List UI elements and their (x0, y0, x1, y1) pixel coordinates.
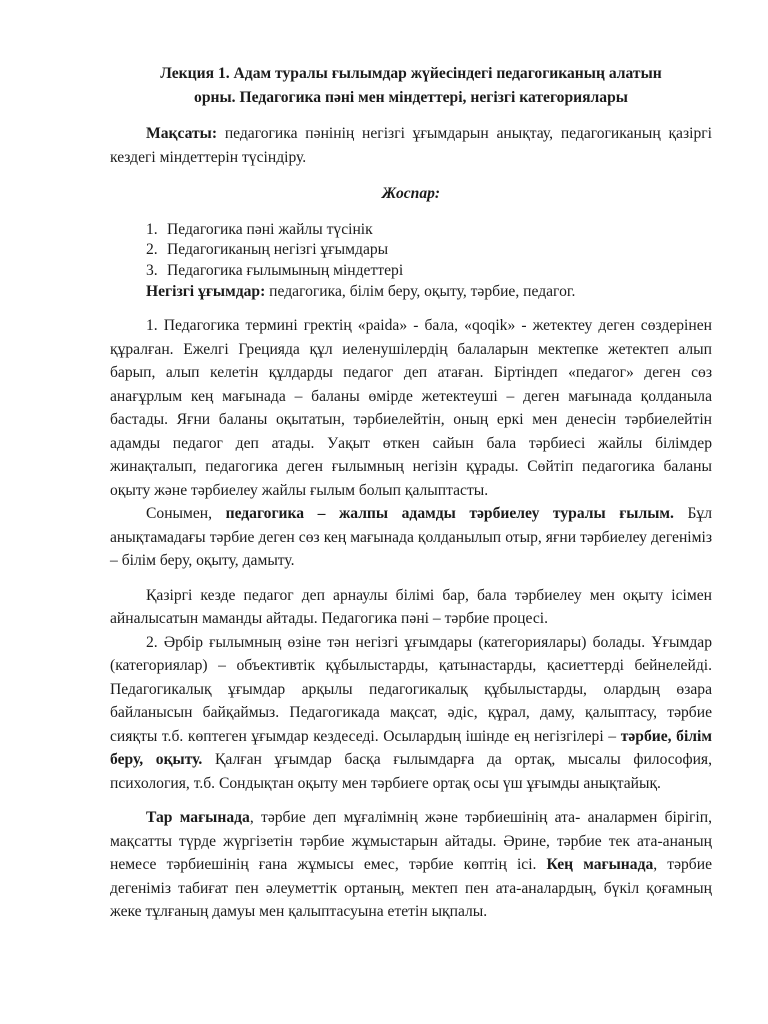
key-concepts-label: Негізгі ұғымдар: (146, 283, 266, 300)
paragraph-2-start: Сонымен, (146, 505, 226, 522)
plan-list (110, 220, 712, 282)
plan-heading: Жоспар: (381, 185, 441, 202)
paragraph-5-bold-2: Кең мағынада (546, 856, 654, 873)
plan-item-text: Педагогика пәні жайлы түсінік (167, 220, 373, 238)
paragraph-4-bold: тәрбие, білім беру, оқыту. (110, 727, 712, 768)
plan-item-number: 2. (146, 241, 158, 258)
paragraph-1: 1. Педагогика термині гректің «paida» - бала, «qoqik» - жетектеу деген сөздерінен құралған. Ежелгі Грецияда құл иеленушілердің балаларын мектепке жетектеп алып барып, алып келетін құлдарды педагог деп атаған. Біртіндеп «педагог» деген сөз анағұрлым кең мағынада – баланы өмірде жетектеуші – деген мағынада қолданыла бастады. Яғни баланы оқытатын, тәрбиелейтін, оның еркі мен денесін тәрбиелейтін адамды педагог деп атады. Уақыт өткен сайын бала тәрбиесі жайлы білімдер жинақталып, педагогика деген ғылымның негізін құрады. Сөйтіп педагогика баланы оқыту және тәрбиелеу жайлы ғылым болып қалыптасты. (110, 317, 712, 499)
paragraph-4-end: Қалған ұғымдар басқа ғылымдарға да ортақ, мысалы философия, психология, т.б. Сондықтан оқыту мен тәрбиеге ортақ осы үш ұғымды анықтайық. (110, 751, 712, 792)
paragraph-2-end: Бұл анықтамадағы тәрбие деген сөз кең мағынада қолданылып отыр, яғни тәрбиелеу дегеніміз – білім беру, оқыту, дамыту. (110, 505, 712, 569)
paragraph-5-mid: , тәрбие деп мұғалімнің және тәрбиешінің ата- аналармен бірігіп, мақсатты түрде жүргізетін тәрбие жұмыстарын айтады. Әрине, тәрбие тек ата-ананың немесе тәрбиешінің ғана жұмысы емес, тәрбие көптің ісі. (110, 809, 712, 873)
plan-item-text: Педагогика ғылымының міндеттері (167, 261, 404, 279)
paragraph-3: Қазіргі кезде педагог деп арнаулы білімі бар, бала тәрбиелеу мен оқыту ісімен айналысатын маманды айтады. Педагогика пәні – тәрбие процесі. (110, 586, 712, 627)
paragraph-4 (110, 631, 712, 796)
title-line-2: орны. Педагогика пәні мен міндеттері, негізгі категориялары (194, 89, 628, 106)
plan-item-number: 1. (146, 220, 158, 238)
goal-text: педагогика пәнінің негізгі ұғымдарын анықтау, педагогиканың қазіргі кездегі міндеттерін түсіндіру. (110, 125, 712, 166)
plan-item (110, 261, 712, 282)
paragraph-2 (110, 502, 712, 573)
lecture-title (110, 62, 712, 110)
plan-item-text: Педагогиканың негізгі ұғымдары (167, 241, 389, 258)
paragraph-5-bold-1: Тар мағынада (146, 809, 250, 826)
plan-item (110, 240, 712, 261)
document-page (110, 62, 712, 924)
key-concepts-text: педагогика, білім беру, оқыту, тәрбие, педагог. (265, 283, 576, 300)
paragraph-4-start: 2. Әрбір ғылымның өзіне тән негізгі ұғымдары (категориялары) болады. Ұғымдар (категориялар) – объективтік құбылыстарды, қатынастарды, қасиеттерді бейнелейді. Педагогикалық ұғымдар арқылы педагогикалық құбылыстарды, олардың өзара байланысын байқаймыз. Педагогикада мақсат, әдіс, құрал, даму, қалыптасу, тәрбие сияқты т.б. көптеген ұғымдар кездеседі. Осылардың ішінде ең негізгілері – (110, 633, 712, 745)
plan-item (110, 220, 712, 241)
paragraph-2-bold: педагогика – жалпы адамды тәрбиелеу туралы ғылым. (225, 505, 674, 522)
paragraph-5-end: , тәрбие дегеніміз табиғат пен әлеуметтік ортаның, мектеп пен ата-аналардың, бүкіл қоғамның жеке тұлғаның дамуы мен қалыптасуына ететін ықпалы. (110, 856, 713, 920)
goal-label: Мақсаты: (146, 125, 218, 142)
goal-paragraph (110, 122, 712, 169)
key-concepts (110, 281, 712, 303)
title-line-1: Лекция 1. Адам туралы ғылымдар жүйесіндегі педагогиканың алатын (160, 65, 662, 82)
paragraph-5 (110, 806, 712, 924)
plan-item-number: 3. (146, 261, 158, 279)
